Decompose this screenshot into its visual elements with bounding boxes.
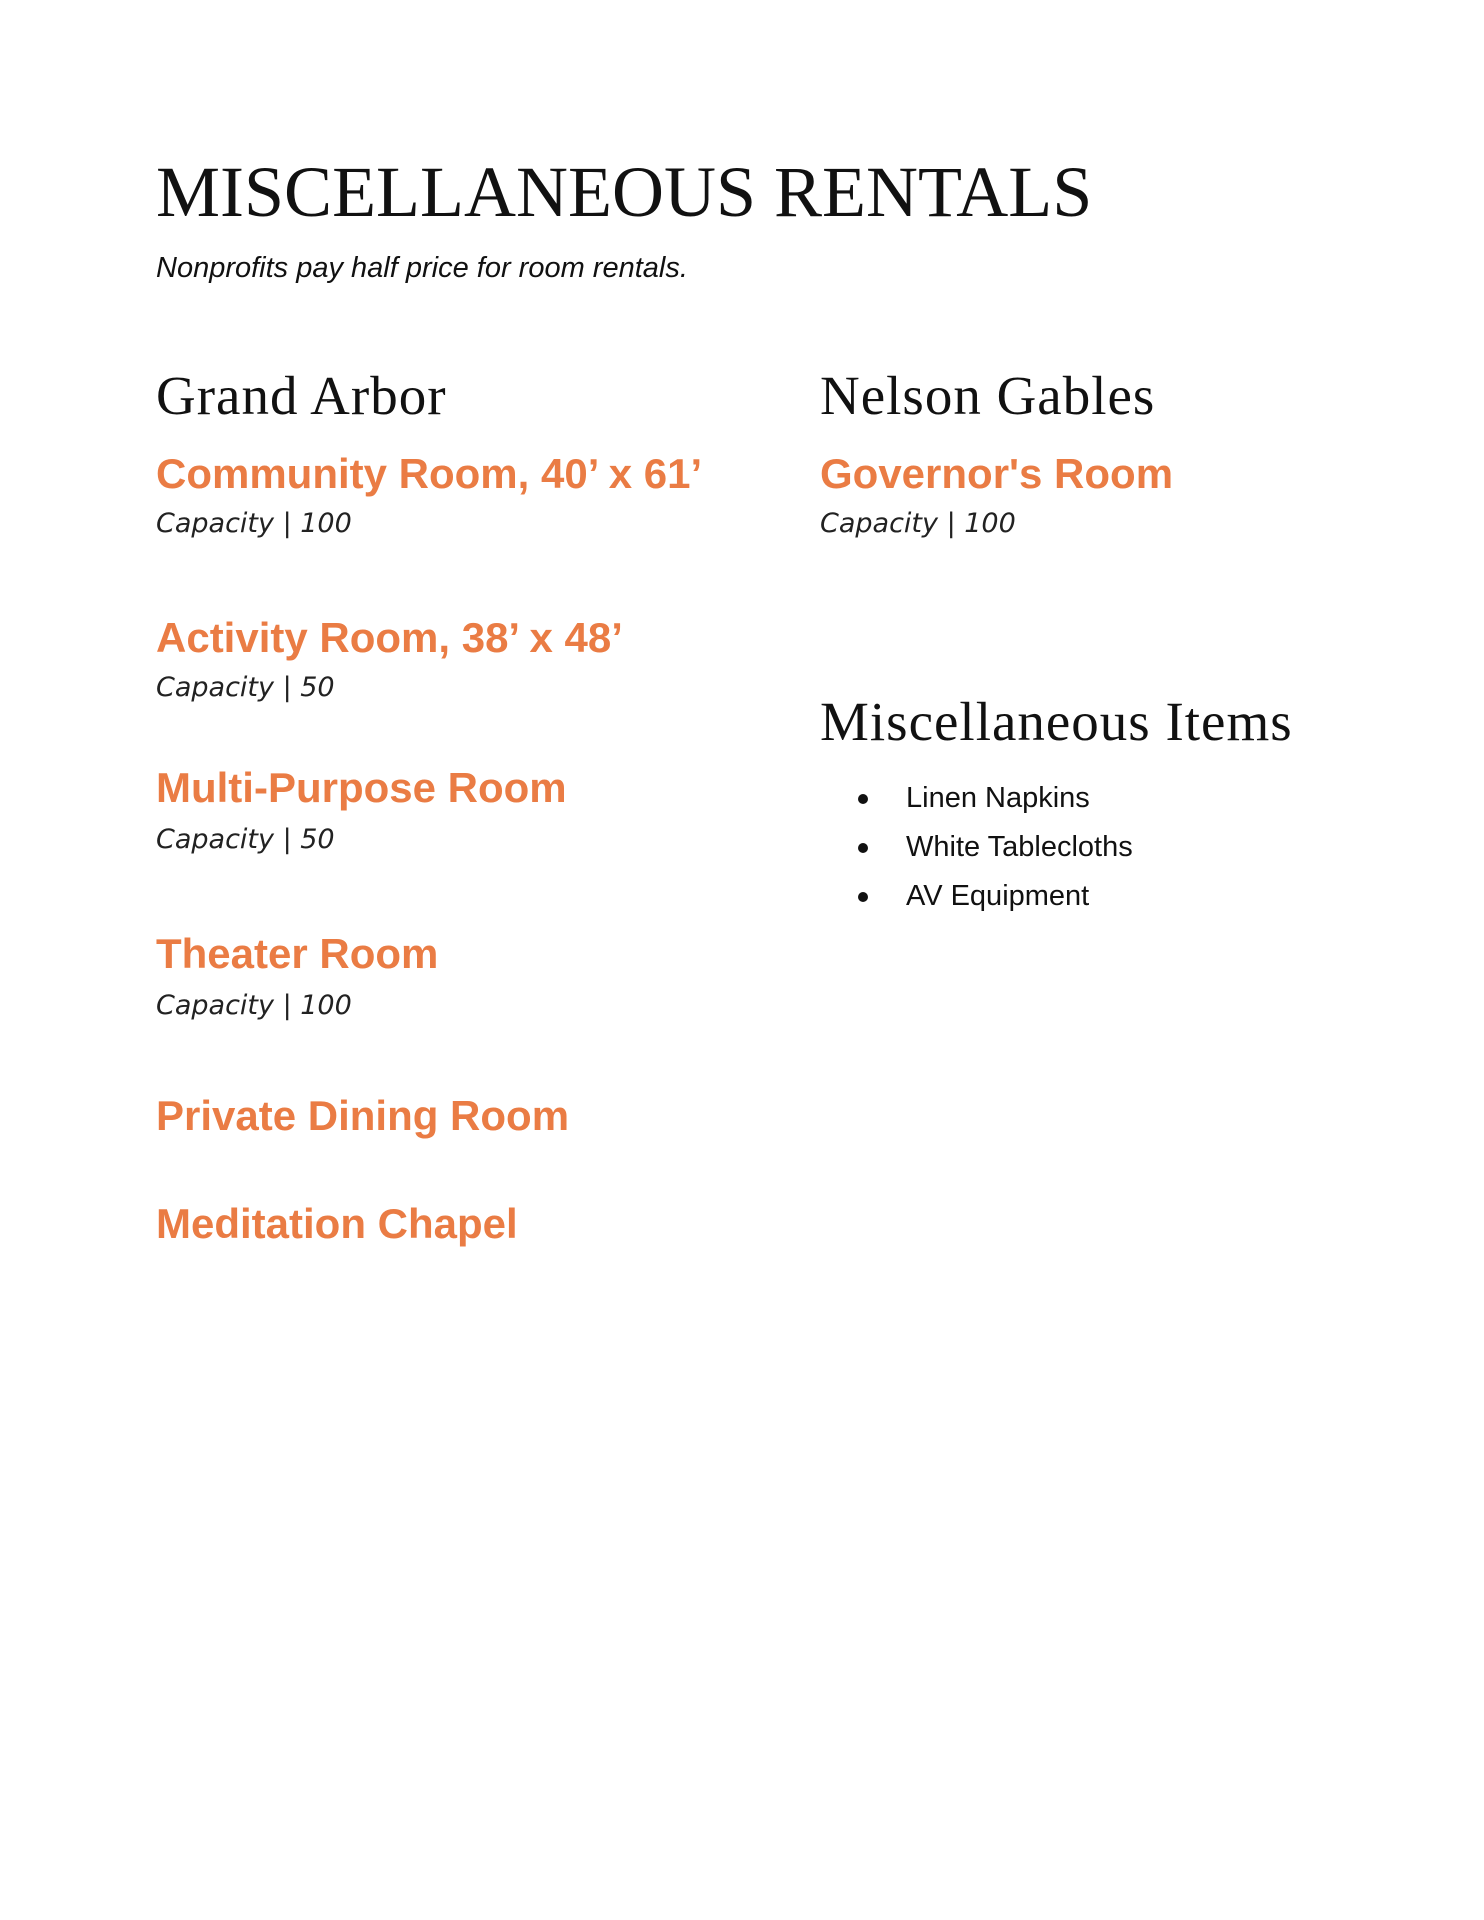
list-item xyxy=(820,774,1133,823)
room-name: Meditation Chapel xyxy=(156,1200,518,1247)
venue-heading-nelson-gables: Nelson Gables xyxy=(820,365,1156,426)
room-name: Multi-Purpose Room xyxy=(156,764,567,811)
nelson-gables-section xyxy=(820,362,1420,912)
bullet-icon xyxy=(858,892,868,902)
room-capacity: Capacity | 50 xyxy=(156,672,335,703)
misc-item-label: White Tablecloths xyxy=(906,831,1133,863)
misc-item-label: AV Equipment xyxy=(906,880,1090,912)
room-activity xyxy=(156,612,623,706)
room-capacity: Capacity | 100 xyxy=(156,508,352,539)
room-capacity: Capacity | 100 xyxy=(820,508,1016,539)
bullet-icon xyxy=(858,794,868,804)
room-capacity: Capacity | 50 xyxy=(156,824,335,855)
room-name: Theater Room xyxy=(156,930,439,977)
misc-items-heading: Miscellaneous Items xyxy=(820,691,1293,752)
venue-heading-grand-arbor: Grand Arbor xyxy=(156,365,447,426)
page-title: MISCELLANEOUS RENTALS xyxy=(156,152,1093,232)
room-capacity: Capacity | 100 xyxy=(156,990,352,1021)
grand-arbor-section xyxy=(156,362,776,1247)
room-name: Activity Room, 38’ x 48’ xyxy=(156,614,623,661)
room-name: Private Dining Room xyxy=(156,1092,570,1139)
room-governors xyxy=(820,448,1173,542)
bullet-icon xyxy=(858,843,868,853)
room-theater xyxy=(156,928,438,1024)
misc-items-list xyxy=(820,774,1133,921)
page-subtitle: Nonprofits pay half price for room rentals. xyxy=(156,252,688,284)
room-community xyxy=(156,448,702,542)
room-private-dining xyxy=(156,1090,569,1142)
list-item xyxy=(820,823,1133,872)
misc-item-label: Linen Napkins xyxy=(906,782,1090,814)
room-name: Governor's Room xyxy=(820,450,1174,497)
room-multi-purpose xyxy=(156,762,567,858)
room-name: Community Room, 40’ x 61’ xyxy=(156,450,703,497)
room-meditation-chapel xyxy=(156,1198,518,1250)
list-item xyxy=(820,872,1133,921)
